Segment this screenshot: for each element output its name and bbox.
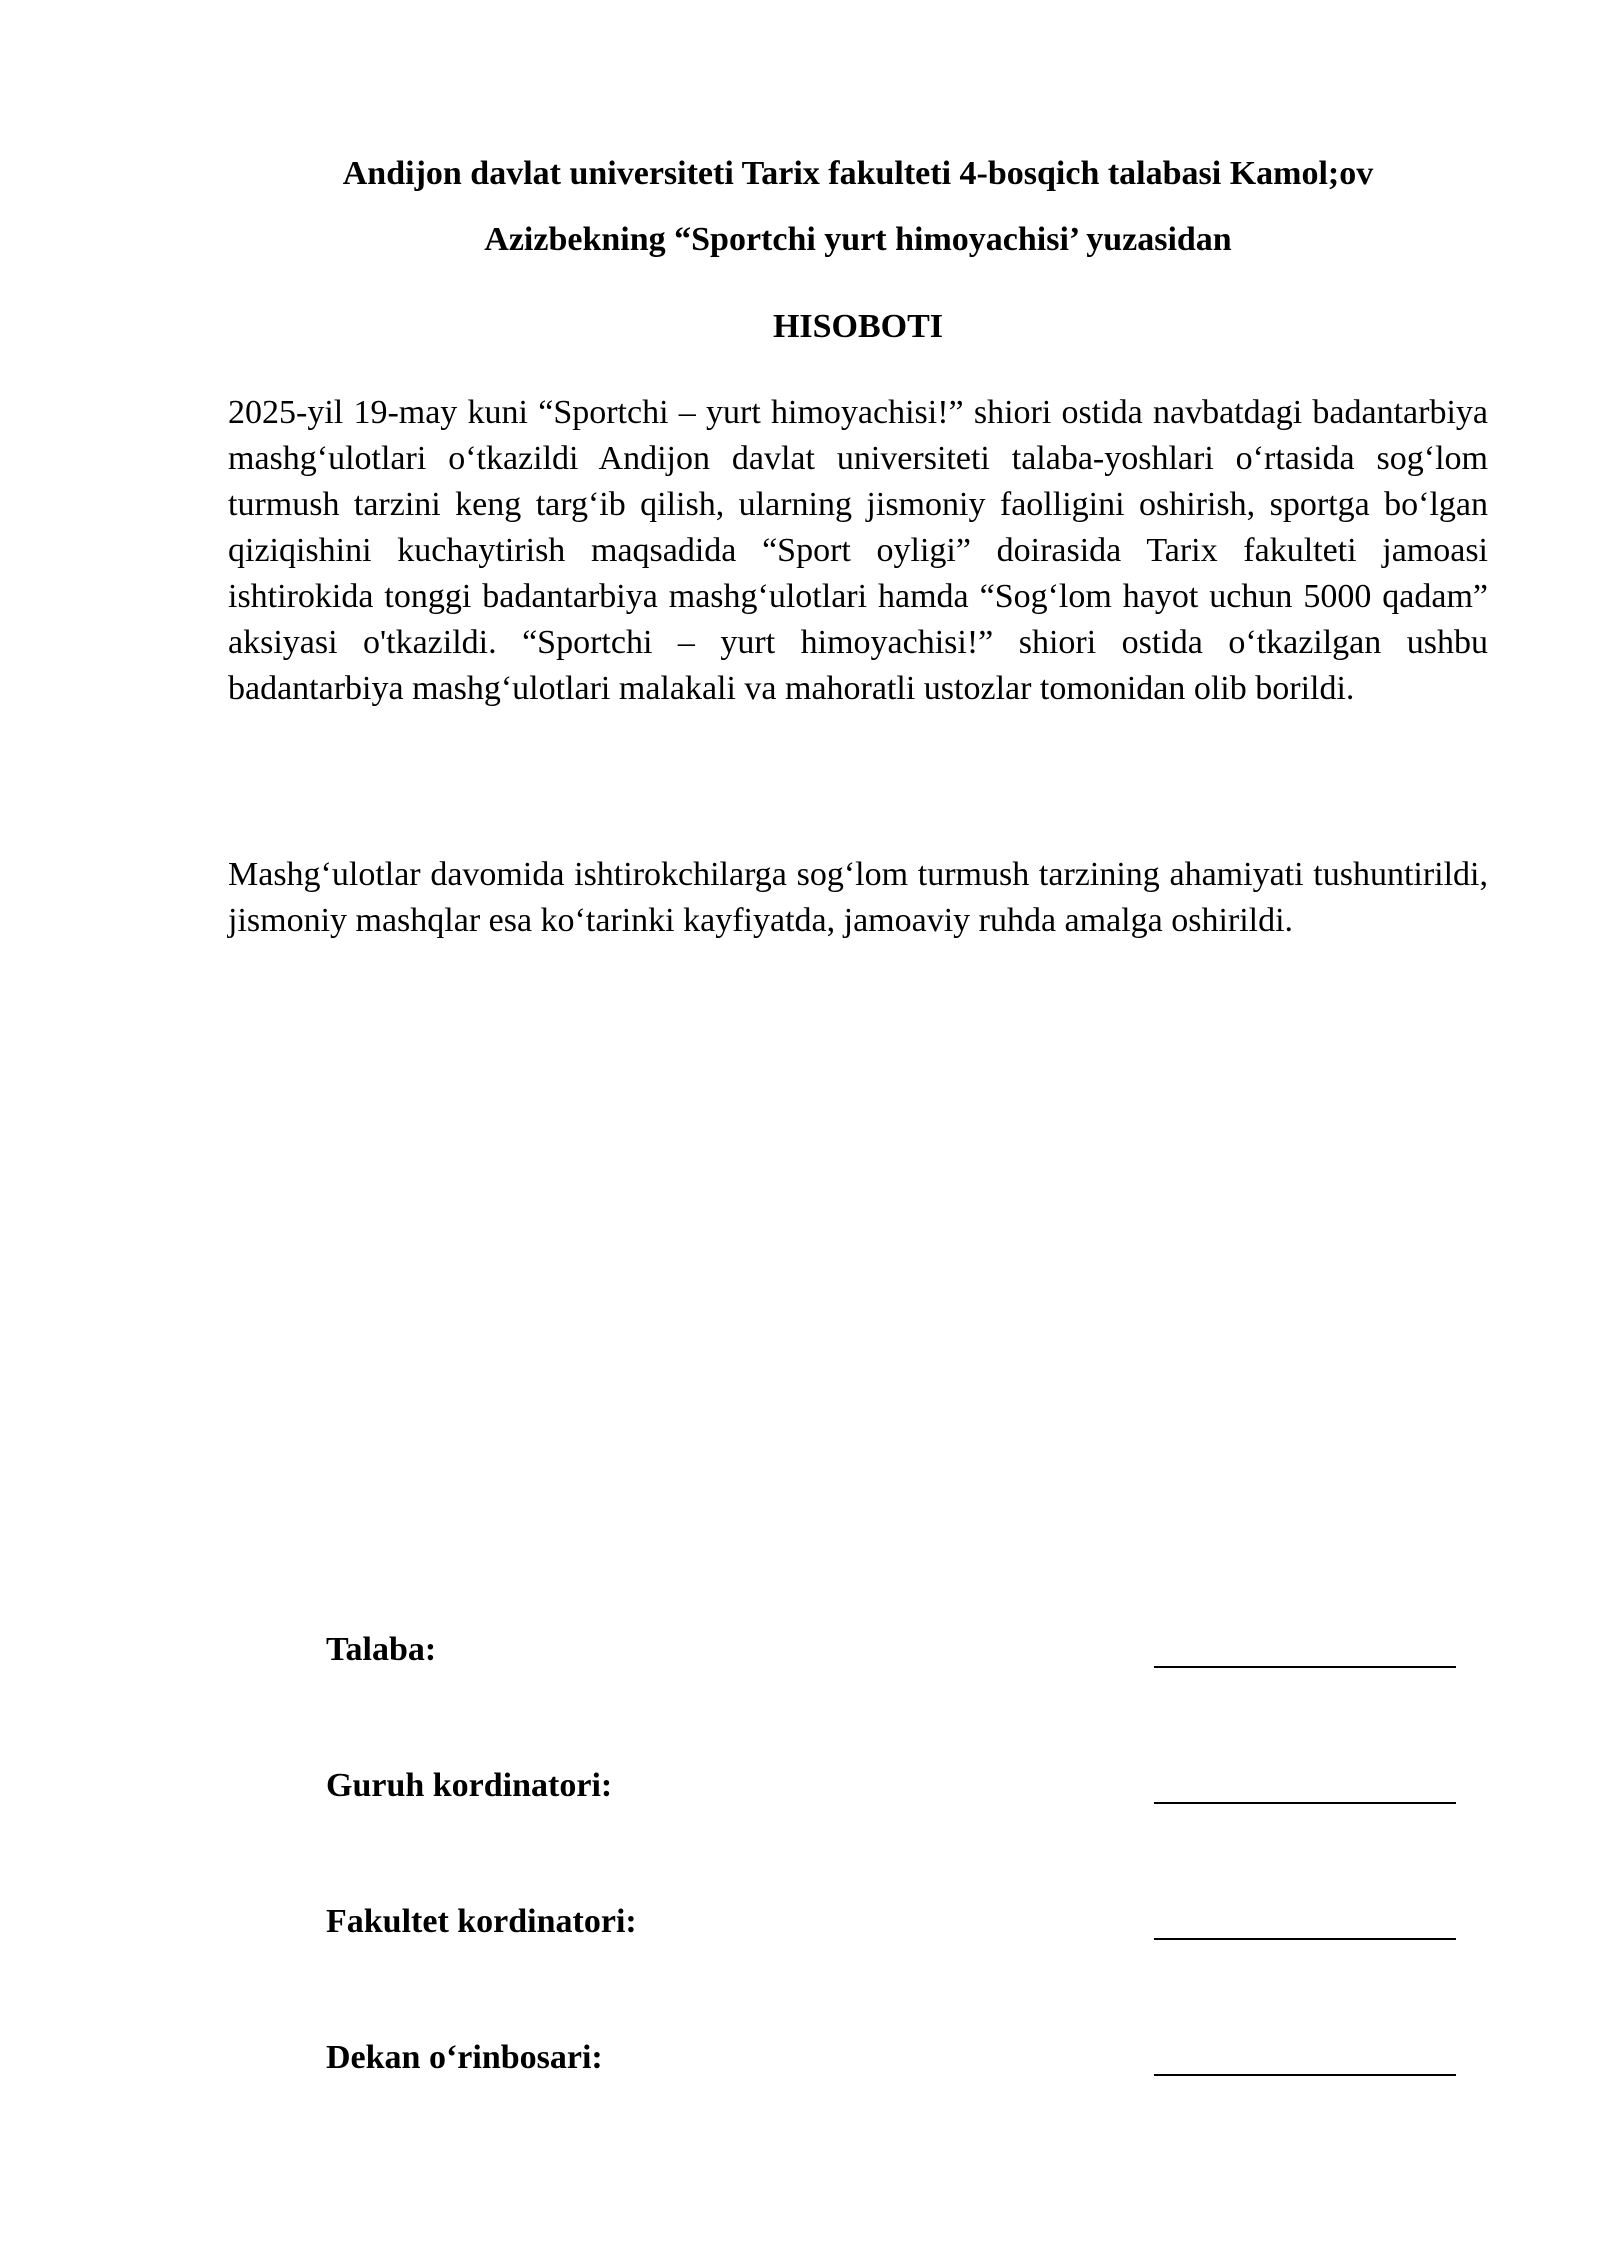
report-title: HISOBOTI	[772, 308, 944, 345]
signature-row-fakultet-kordinatori	[326, 1900, 1456, 1950]
body-paragraph-2: Mashg‘ulotlar davomida ishtirokchilarga sog‘lom turmush tarzining ahamiyati tushuntirildi, jismoniy mashqlar esa ko‘tarinki kayfiyatda, jamoaviy ruhda amalga oshirildi.	[228, 856, 1488, 939]
body-paragraph-1: 2025-yil 19-may kuni “Sportchi – yurt himoyachisi!” shiori ostida navbatdagi badantarbiya mashg‘ulotlari o‘tkazildi Andijon davlat universiteti talaba-yoshlari o‘rtasida sog‘lom turmush tarzini keng targ‘ib qilish, ularning jismoniy faolligini oshirish, sportga bo‘lgan qiziqishini kuchaytirish maqsadida “Sport oyligi” doirasida Tarix fakulteti jamoasi ishtirokida tonggi badantarbiya mashg‘ulotlari hamda “Sog‘lom hayot uchun 5000 qadam” aksiyasi o'tkazildi. “Sportchi – yurt himoyachisi!” shiori ostida o‘tkazilgan ushbu badantarbiya mashg‘ulotlari malakali va mahoratli ustozlar tomonidan olib borildi.	[228, 394, 1488, 707]
report-header-line-1: Andijon davlat universiteti Tarix fakulteti 4-bosqich talabasi Kamol;ov	[342, 155, 1374, 192]
signature-label: Fakultet kordinatori:	[326, 1903, 637, 1940]
report-header-line-2: Azizbekning “Sportchi yurt himoyachisi’ yuzasidan	[484, 221, 1232, 258]
signature-line	[1154, 2074, 1456, 2076]
signature-line	[1154, 1938, 1456, 1940]
signature-row-guruh-kordinatori	[326, 1764, 1456, 1814]
signature-row-dekan-orinbosari	[326, 2036, 1456, 2086]
signature-line	[1154, 1666, 1456, 1668]
signature-label: Talaba:	[326, 1631, 437, 1668]
signature-line	[1154, 1802, 1456, 1804]
signature-label: Dekan o‘rinbosari:	[326, 2039, 603, 2076]
signature-row-talaba	[326, 1628, 1456, 1678]
signature-label: Guruh kordinatori:	[326, 1767, 613, 1804]
